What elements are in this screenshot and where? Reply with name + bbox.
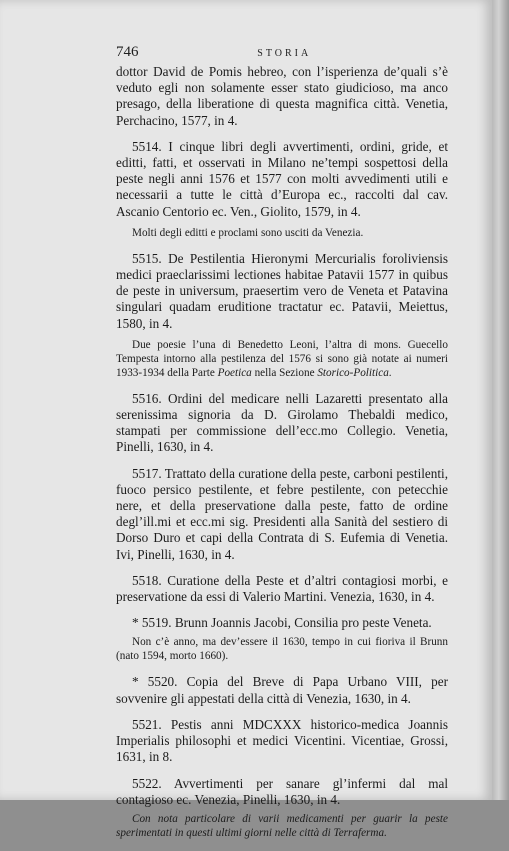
entry-5516: 5516. Ordini del medicare nelli Lazaretti presentato alla serenissima signoria da D. Girolamo Thebaldi medico, stampati per commissione dell’ecc.mo Collegio. Venetia, Pinelli, 1630, in 4. (116, 390, 448, 455)
entry-5519: * 5519. Brunn Joannis Jacobi, Consilia pro peste Veneta. (132, 615, 432, 631)
running-header (116, 44, 442, 61)
note-5522: Con nota particolare di varii medicamenti per guarir la peste sperimentati in questi ultimi giorni nelle città di Terraferma. (116, 812, 448, 839)
entry-5521: 5521. Pestis anni MDCXXX historico-medica Joannis Imperialis philosophi et medici Vicentini. Vicentiae, Grossi, 1631, in 8. (116, 716, 448, 765)
page-number: 746 (116, 44, 139, 60)
page-body (116, 64, 448, 851)
page-edge (492, 0, 509, 800)
note-5515-emphasis: Poetica (217, 366, 252, 379)
note-5515-text-end: . (388, 366, 392, 379)
note-5515-text-mid: nella Sezione (251, 366, 318, 379)
note-5515 (116, 338, 448, 380)
note-5515-emphasis-2: Storico-Politica (317, 366, 389, 379)
entry-5514: 5514. I cinque libri degli avvertimenti, ordini, gride, et editti, fatti, et osservati in Milano ne’tempi sospettosi della peste negli anni 1576 et 1577 con molti avvedimenti utili e necessarii a tutte le città d’Europa ec., raccolti dal cav. Ascanio Centorio ec. Ven., Giolito, 1579, in 4. (116, 138, 448, 219)
entry-5520: * 5520. Copia del Breve di Papa Urbano VIII, per sovvenire gli appestati della città di Venezia, 1630, in 4. (116, 674, 448, 706)
note-5519: Non c’è anno, ma dev’essere il 1630, tempo in cui fioriva il Brunn (nato 1594, morto 1660). (116, 636, 448, 663)
running-title: STORIA (257, 48, 312, 59)
entry-5518: 5518. Curatione della Peste et d’altri contagiosi morbi, e preservatione da essi di Valerio Martini. Venezia, 1630, in 4. (116, 572, 448, 605)
entry-5517: 5517. Trattato della curatione della peste, carboni pestilenti, fuoco persico pestilente, et febre pestilente, con petecchie nere, et della preservatione dalla peste, fatto de ordine degl’ill.mi et ecc.mi sig. Presidenti alla Sanità del sestiero di Dorso Duro et capi della Contrata di S. Eufemia di Venetia. Ivi, Pinelli, 1630, in 4. (116, 465, 448, 562)
entry-5515: 5515. De Pestilentia Hieronymi Mercurialis foroliviensis medici praeclarissimi lectiones habitae Patavii 1577 in quibus de peste in universum, praesertim vero de Veneta et Patavina singulari quadam eruditione tractatur ec. Patavii, Meiettus, 1580, in 4. (116, 250, 448, 331)
note-5514: Molti degli editti e proclami sono usciti da Venezia. (132, 226, 364, 239)
entry-continuation: dottor David de Pomis hebreo, con l’isperienza de’quali s’è veduto egli non solamente esser stato giudicioso, ma anco presago, della liberatione di questa magnifica città. Venetia, Perchacino, 1577, in 4. (116, 64, 448, 128)
entry-5522: 5522. Avvertimenti per sanare gl’infermi dal mal contagioso ec. Venezia, Pinelli, 1630, in 4. (116, 775, 448, 807)
note-5515-text: Due poesie l’una di Benedetto Leoni, l’altra di mons. Guecello Tempesta intorno alla pestilenza del 1576 si sono già notate ai numeri 1933-1934 della Parte (116, 338, 448, 379)
